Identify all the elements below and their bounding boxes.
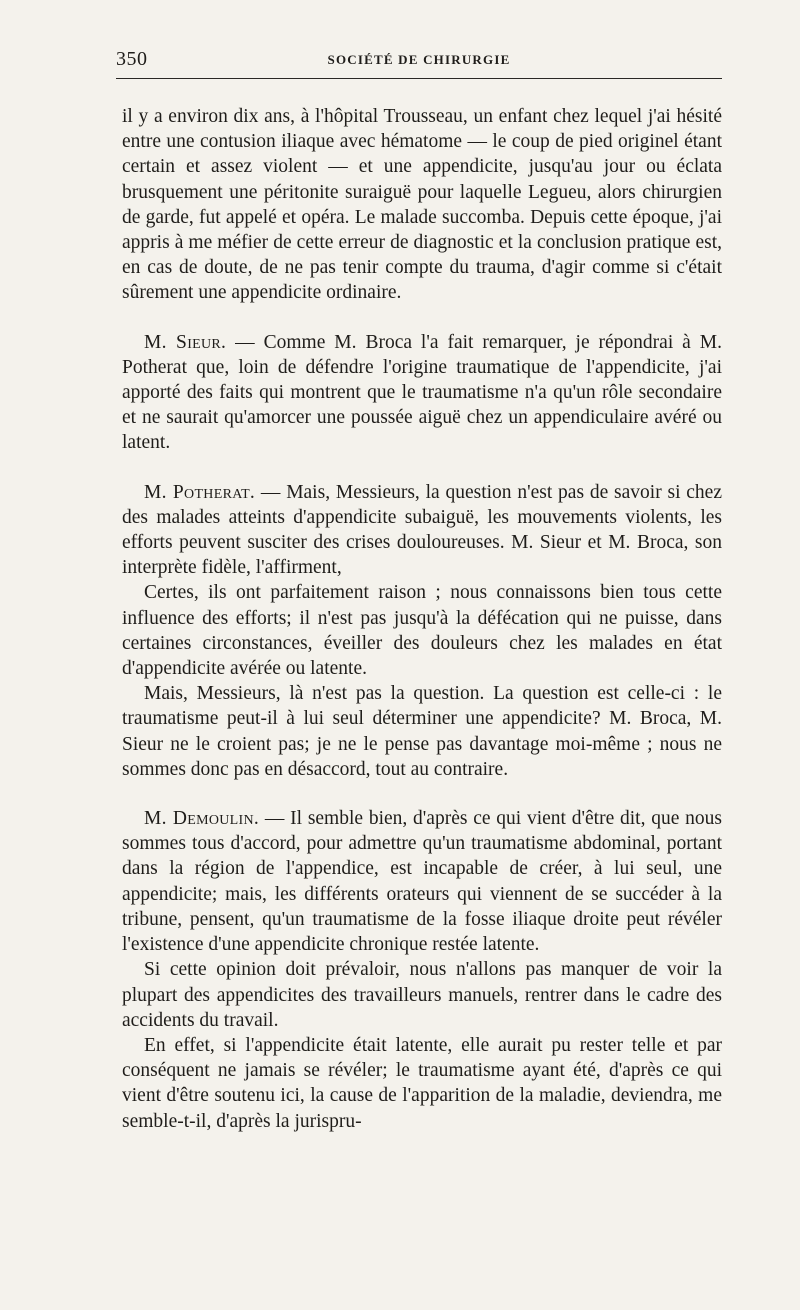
paragraph bbox=[122, 580, 722, 681]
paragraph bbox=[122, 681, 722, 782]
paragraph-text: Certes, ils ont parfaitement raison ; nous connaissons bien tous cette influence des efforts; il n'est pas jusqu'à la défécation qui ne puisse, dans certaines circonstances, éveiller des douleurs chez les malades en état d'appendicite avérée ou latente. bbox=[122, 582, 722, 680]
paragraph-text: il y a environ dix ans, à l'hôpital Trousseau, un enfant chez lequel j'ai hésité entre une contusion iliaque avec hématome — le coup de pied originel étant certain et assez violent — et une appendicite, jusqu'au jour ou éclata brusquement une péritonite suraiguë pour laquelle Legueu, alors chirurgien de garde, fut appelé et opéra. Le malade succomba. Depuis cette époque, j'ai appris à me méfier de cette erreur de diagnostic et la conclusion pratique est, en cas de doute, de ne pas tenir compte du trauma, d'agir comme si c'était sûrement une appendicite ordinaire. bbox=[122, 106, 722, 304]
speaker-name: M. Demoulin. bbox=[144, 808, 260, 830]
speaker-name: M. Sieur. bbox=[144, 331, 227, 353]
paragraph-text: Mais, Messieurs, là n'est pas la question. La question est celle-ci : le traumatisme peut-il à lui seul déterminer une appendicite? M. Broca, M. Sieur ne le croient pas; je ne le pense pas davantage moi-même ; nous ne sommes donc pas en désaccord, tout au contraire. bbox=[122, 683, 722, 780]
paragraph bbox=[122, 330, 722, 456]
speaker-name: M. Potherat. bbox=[144, 481, 256, 503]
page-number: 350 bbox=[116, 48, 148, 70]
running-title: SOCIÉTÉ DE CHIRURGIE bbox=[327, 52, 511, 67]
paragraph bbox=[122, 957, 722, 1033]
paragraph-text: Si cette opinion doit prévaloir, nous n'allons pas manquer de voir la plupart des appendicites des travailleurs manuels, rentrer dans le cadre des accidents du travail. bbox=[122, 959, 722, 1031]
paragraph-text: En effet, si l'appendicite était latente, elle aurait pu rester telle et par conséquent ne jamais se révéler; le traumatisme ayant été, d'après ce qui vient d'être soutenu ici, la cause de l'apparition de la maladie, deviendra, me semble-t-il, d'après la jurispru- bbox=[122, 1034, 722, 1132]
paragraph-text: — Comme M. Broca l'a fait remarquer, je répondrai à M. Potherat que, loin de défendre l'origine traumatique de l'appendicite, j'ai apporté des faits qui montrent que le traumatisme n'a qu'un rôle secondaire et ne saurait qu'amorcer une poussée aiguë chez un appendiculaire avéré ou latent. bbox=[122, 331, 722, 454]
paragraph bbox=[122, 480, 722, 581]
paragraph bbox=[122, 104, 722, 306]
paragraph bbox=[122, 806, 722, 957]
paragraph-text: — Mais, Messieurs, la question n'est pas de savoir si chez des malades atteints d'appendicite subaiguë, les mouvements violents, les efforts peuvent susciter des crises douloureuses. M. Sieur et M. Broca, son interprète fidèle, l'affirment, bbox=[122, 481, 722, 579]
page-header bbox=[116, 48, 722, 79]
paragraph-text: — Il semble bien, d'après ce qui vient d'être dit, que nous sommes tous d'accord, pour admettre qu'un traumatisme abdominal, portant dans la région de l'appendice, est incapable de créer, à lui seul, une appendicite; mais, les différents orateurs qui viennent de se succéder à la tribune, pensent, qu'un traumatisme de la fosse iliaque droite peut révéler l'existence d'une appendicite chronique restée latente. bbox=[122, 808, 722, 956]
body-text bbox=[122, 104, 722, 1134]
paragraph bbox=[122, 1033, 722, 1134]
